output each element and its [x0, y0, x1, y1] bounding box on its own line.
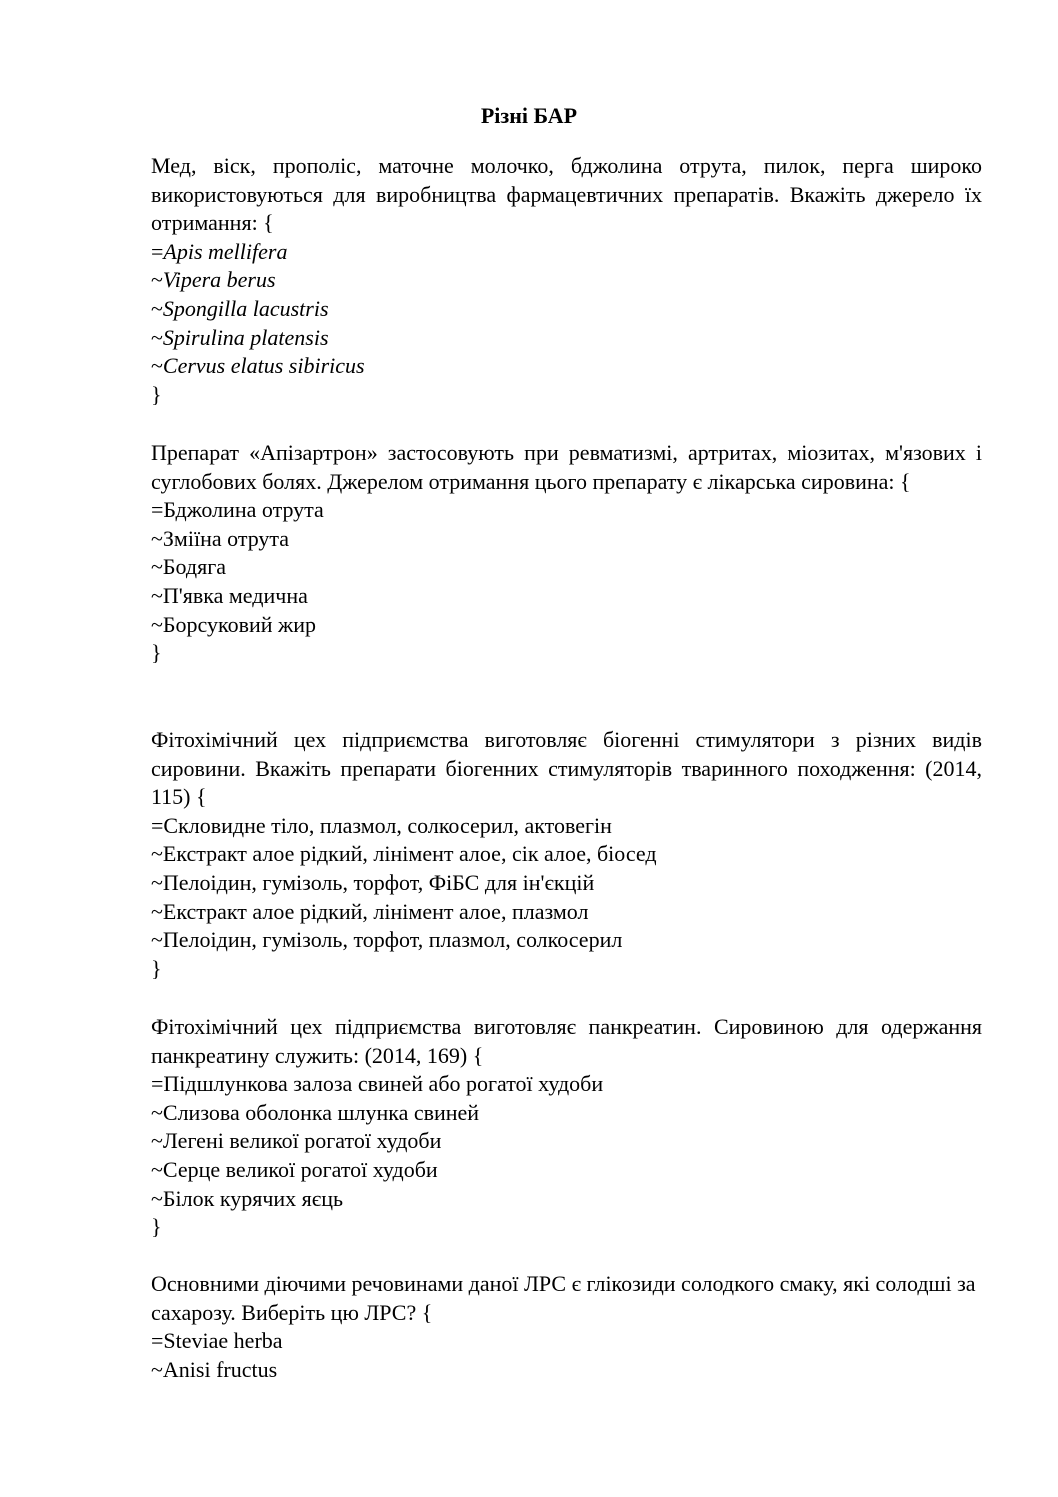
closing-brace: } [151, 1214, 162, 1240]
answer-option-correct: =Скловидне тіло, плазмол, солкосерил, актовегін [151, 812, 612, 838]
answer-option: ~Бодяга [151, 554, 227, 580]
answer-option: ~Екстракт алое рідкий, лінімент алое, плазмол [151, 898, 589, 924]
answer-option: ~Легені великої рогатої худоби [151, 1128, 442, 1154]
answer-option: ~Cervus elatus sibiricus [151, 353, 365, 379]
question-stem: Фітохімічний цех підприємства виготовляє біогенні стимулятори з різних видів сировини. Вкажіть препарати біогенних стимуляторів тваринного походження: (2014, 115) { [151, 727, 982, 810]
answer-option: ~Spongilla lacustris [151, 295, 329, 321]
answer-option: ~Серце великої рогатої худоби [151, 1156, 438, 1182]
question-stem: Фітохімічний цех підприємства виготовляє панкреатин. Сировиною для одержання панкреатину служить: (2014, 169) { [151, 1014, 982, 1068]
answer-option: ~Зміїна отрута [151, 525, 290, 551]
answer-option: ~Spirulina platensis [151, 324, 329, 350]
answer-option: ~Слизова оболонка шлунка свиней [151, 1099, 480, 1125]
closing-brace: } [151, 381, 162, 407]
question-stem: Препарат «Апізартрон» застосовують при ревматизмі, артритах, міозитах, м'язових і суглобових болях. Джерелом отримання цього препарату є лікарська сировина: { [151, 440, 982, 494]
answer-option-correct: =Steviae herba [151, 1328, 283, 1354]
answer-option-correct: =Apis mellifera [151, 238, 288, 264]
answer-option-correct: =Підшлункова залоза свиней або рогатої худоби [151, 1071, 604, 1097]
question-3 [151, 726, 982, 983]
question-stem: Основними діючими речовинами даної ЛРС є глікозиди солодкого смаку, які солодші за сахарозу. Виберіть цю ЛРС? { [151, 1271, 976, 1325]
answer-option-correct: =Бджолина отрута [151, 497, 324, 523]
answer-option: ~Пелоідин, гумізоль, торфот, ФіБС для ін'єкцій [151, 869, 595, 895]
answer-option: ~Екстракт алое рідкий, лінімент алое, сік алое, біосед [151, 841, 657, 867]
answer-option: ~Борсуковий жир [151, 611, 316, 637]
question-stem: Мед, віск, прополіс, маточне молочко, бджолина отрута, пилок, перга широко використовуються для виробництва фармацевтичних препаратів. Вкажіть джерело їх отримання: { [151, 153, 982, 236]
closing-brace: } [151, 955, 162, 981]
answer-option: ~Білок курячих яєць [151, 1185, 344, 1211]
answer-option: ~Пелоідин, гумізоль, торфот, плазмол, солкосерил [151, 927, 623, 953]
answer-option: ~Vipera berus [151, 267, 276, 293]
question-2 [151, 439, 982, 668]
answer-option: ~П'явка медична [151, 582, 308, 608]
question-5 [151, 1270, 982, 1384]
question-1 [151, 152, 982, 409]
closing-brace: } [151, 640, 162, 666]
question-4 [151, 1013, 982, 1242]
page-title: Різні БАР [480, 103, 578, 128]
answer-option: ~Anisi fructus [151, 1356, 278, 1382]
